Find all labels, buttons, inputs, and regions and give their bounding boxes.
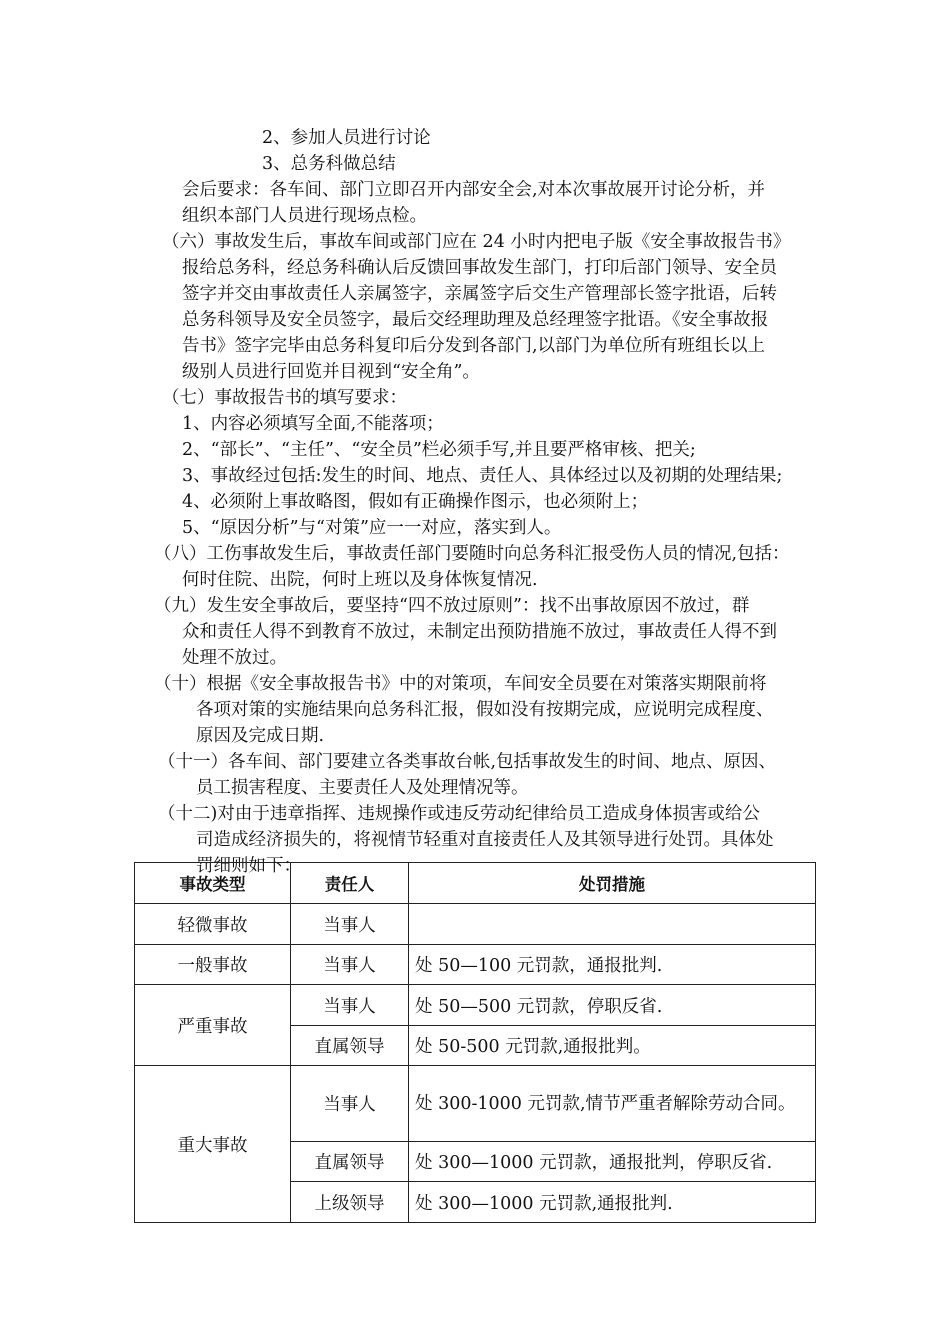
section-heading-9: （九）发生安全事故后，要坚持“四不放过原则”：找不出事故原因不放过，群 xyxy=(154,596,750,616)
text-line: 3、总务科做总结 xyxy=(262,154,396,174)
section-heading-12: （十二)对由于违章指挥、违规操作或违反劳动纪律给员工造成身体损害或给公 xyxy=(158,804,760,824)
list-item: 3、事故经过包括:发生的时间、地点、责任人、具体经过以及初期的处理结果; xyxy=(182,466,783,486)
penalty-measure-cell: 处 300—1000 元罚款,通报批判. xyxy=(409,1182,816,1223)
list-item: 2、“部长”、“主任”、“安全员”栏必须手写,并且要严格审核、把关; xyxy=(182,440,696,460)
responsible-person-cell: 当事人 xyxy=(291,945,409,985)
responsible-person-cell: 当事人 xyxy=(291,904,409,945)
penalty-measure-cell: 处 50—100 元罚款，通报批判. xyxy=(409,945,816,985)
table-row xyxy=(135,904,816,945)
text-line: 报给总务科，经总务科确认后反馈回事故发生部门，打印后部门领导、安全员 xyxy=(182,258,777,278)
header-responsible-person: 责任人 xyxy=(291,863,409,904)
list-item: 1、内容必须填写全面,不能落项； xyxy=(182,414,444,434)
header-accident-type: 事故类型 xyxy=(135,863,291,904)
responsible-person-cell: 当事人 xyxy=(291,1066,409,1142)
table-row xyxy=(135,945,816,985)
text-line: 总务科领导及安全员签字，最后交经理助理及总经理签字批语。《安全事故报 xyxy=(182,310,769,330)
text-line: 级别人员进行回览并目视到“安全角”。 xyxy=(182,362,480,382)
penalty-measure-cell: 处 300-1000 元罚款,情节严重者解除劳动合同。 xyxy=(409,1066,816,1142)
responsible-person-cell: 直属领导 xyxy=(291,1026,409,1066)
header-penalty-measure: 处罚措施 xyxy=(409,863,816,904)
responsible-person-cell: 当事人 xyxy=(291,985,409,1026)
penalty-measure-cell: 处 50—500 元罚款，停职反省. xyxy=(409,985,816,1026)
section-heading-8: （八）工伤事故发生后，事故责任部门要随时向总务科汇报受伤人员的情况,包括： xyxy=(154,544,790,564)
section-heading-11: （十一）各车间、部门要建立各类事故台帐,包括事故发生的时间、地点、原因、 xyxy=(158,752,777,772)
text-line: 2、参加人员进行讨论 xyxy=(262,128,431,148)
text-line: 罚细则如下： xyxy=(196,856,301,876)
penalty-measure-cell xyxy=(409,904,816,945)
text-line: 员工损害程度、主要责任人及处理情况等。 xyxy=(196,778,529,798)
responsible-person-cell: 上级领导 xyxy=(291,1182,409,1223)
accident-type-cell: 一般事故 xyxy=(135,945,291,985)
text-line: 告书》签字完毕由总务科复印后分发到各部门,以部门为单位所有班组长以上 xyxy=(182,336,766,356)
text-line: 众和责任人得不到教育不放过，未制定出预防措施不放过，事故责任人得不到 xyxy=(182,622,777,642)
list-item: 4、必须附上事故略图，假如有正确操作图示，也必须附上； xyxy=(182,492,649,512)
accident-type-cell: 重大事故 xyxy=(135,1066,291,1223)
text-line: 司造成经济损失的，将视情节轻重对直接责任人及其领导进行处罚。具体处 xyxy=(196,830,774,850)
text-line: 签字并交由事故责任人亲属签字，亲属签字后交生产管理部长签字批语，后转 xyxy=(182,284,777,304)
text-line: 组织本部门人员进行现场点检。 xyxy=(182,206,427,226)
penalty-table xyxy=(134,862,816,1223)
section-heading-7: （七）事故报告书的填写要求： xyxy=(162,388,407,408)
section-heading-6: （六）事故发生后，事故车间或部门应在 24 小时内把电子版《安全事故报告书》 xyxy=(162,232,791,252)
responsible-person-cell: 直属领导 xyxy=(291,1142,409,1182)
table-row xyxy=(135,985,816,1026)
list-item: 5、“原因分析”与“对策”应一一对应，落实到人。 xyxy=(182,518,562,538)
penalty-measure-cell: 处 300—1000 元罚款，通报批判，停职反省. xyxy=(409,1142,816,1182)
text-line: 各项对策的实施结果向总务科汇报，假如没有按期完成，应说明完成程度、 xyxy=(196,700,774,720)
text-line: 原因及完成日期. xyxy=(196,726,325,746)
text-line: 何时住院、出院，何时上班以及身体恢复情况. xyxy=(182,570,538,590)
penalty-measure-cell: 处 50-500 元罚款,通报批判。 xyxy=(409,1026,816,1066)
section-heading-10: （十）根据《安全事故报告书》中的对策项，车间安全员要在对策落实期限前将 xyxy=(154,674,767,694)
text-line: 处理不放过。 xyxy=(182,648,287,668)
table-row xyxy=(135,1066,816,1142)
accident-type-cell: 轻微事故 xyxy=(135,904,291,945)
text-line: 会后要求：各车间、部门立即召开内部安全会,对本次事故展开讨论分析，并 xyxy=(182,180,766,200)
accident-type-cell: 严重事故 xyxy=(135,985,291,1066)
table-header-row xyxy=(135,863,816,904)
